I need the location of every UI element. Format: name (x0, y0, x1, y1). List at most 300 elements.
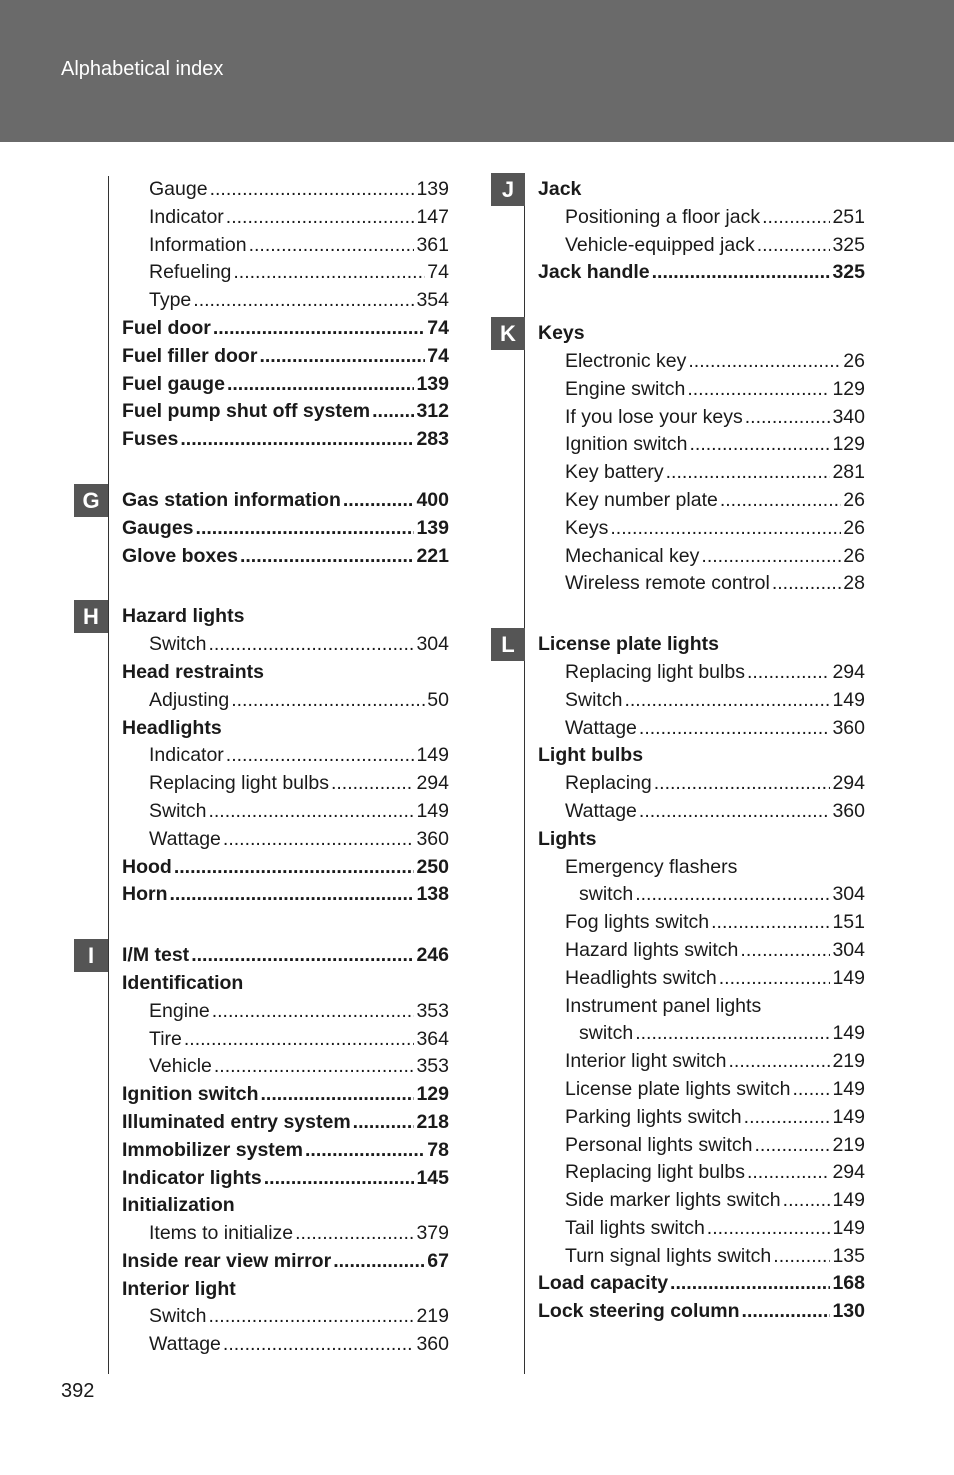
entry-page-number: 149 (832, 1189, 865, 1212)
entry-page-number: 360 (416, 827, 449, 850)
section-gap (538, 598, 865, 631)
index-entry (538, 404, 865, 432)
entry-label: Wattage (149, 827, 221, 850)
entry-label: License plate lights (538, 633, 719, 656)
index-entry (122, 854, 449, 882)
dot-leader (720, 487, 841, 515)
dot-leader (635, 881, 830, 909)
index-entry (538, 232, 865, 260)
index-entry (122, 1331, 449, 1359)
entry-label: Gauges (122, 516, 194, 539)
index-entry (538, 881, 865, 909)
entry-label: Fuses (122, 428, 179, 451)
entry-label: Hood (122, 855, 172, 878)
dot-leader (231, 687, 425, 715)
entry-page-number: 129 (416, 1083, 449, 1106)
entry-page-number: 353 (416, 1055, 449, 1078)
dot-leader (214, 1053, 415, 1081)
entry-label: Replacing light bulbs (565, 660, 745, 683)
index-entry (122, 398, 449, 426)
entry-label: Ignition switch (122, 1083, 259, 1106)
entry-label: Tail lights switch (565, 1216, 705, 1239)
index-entry (538, 715, 865, 743)
entry-label: Wattage (565, 716, 637, 739)
index-entry (122, 1192, 449, 1220)
entry-label: Inside rear view mirror (122, 1249, 332, 1272)
entry-label: Adjusting (149, 688, 230, 711)
entry-page-number: 325 (832, 233, 865, 256)
index-entry (538, 176, 865, 204)
dot-leader (747, 659, 831, 687)
entry-page-number: 251 (832, 205, 865, 228)
entry-label: Fog lights switch (565, 911, 710, 934)
entry-label: Switch (565, 688, 623, 711)
entry-page-number: 149 (832, 1216, 865, 1239)
dot-leader (773, 1243, 830, 1271)
dot-leader (719, 965, 831, 993)
entry-label: Replacing light bulbs (565, 1161, 745, 1184)
letter-tab-l: L (491, 628, 525, 661)
entry-page-number: 294 (832, 660, 865, 683)
entry-label: Type (149, 289, 192, 312)
index-entry (122, 204, 449, 232)
entry-label: Indicator (149, 744, 224, 767)
index-entry (122, 881, 449, 909)
index-entry (122, 1165, 449, 1193)
index-entry (538, 826, 865, 854)
index-entry (538, 431, 865, 459)
entry-label: Lock steering column (538, 1300, 740, 1323)
dot-leader (707, 1215, 831, 1243)
index-entry (538, 798, 865, 826)
entry-label: Vehicle (149, 1055, 212, 1078)
entry-label: Turn signal lights switch (565, 1244, 772, 1267)
entry-page-number: 147 (416, 205, 449, 228)
dot-leader (331, 770, 415, 798)
entry-page-number: 294 (416, 772, 449, 795)
dot-leader (226, 204, 415, 232)
index-entry (122, 515, 449, 543)
index-entry (538, 515, 865, 543)
dot-leader (343, 487, 415, 515)
index-entry (122, 1026, 449, 1054)
section-gap (538, 287, 865, 320)
dot-leader (226, 742, 415, 770)
dot-leader (210, 176, 415, 204)
entry-label: switch (579, 1022, 634, 1045)
dot-leader (227, 371, 415, 399)
entry-page-number: 26 (843, 544, 865, 567)
index-entry (538, 1270, 865, 1298)
dot-leader (711, 909, 830, 937)
index-entry (122, 259, 449, 287)
dot-leader (213, 315, 425, 343)
index-entry (122, 1053, 449, 1081)
entry-page-number: 139 (416, 372, 449, 395)
entry-page-number: 219 (832, 1050, 865, 1073)
entry-label: Lights (538, 827, 597, 850)
dot-leader (223, 1331, 415, 1359)
section-gap (122, 570, 449, 603)
index-entry (122, 232, 449, 260)
index-entry (122, 1276, 449, 1304)
entry-label: Mechanical key (565, 544, 700, 567)
entry-label: License plate lights switch (565, 1077, 791, 1100)
index-entry (122, 287, 449, 315)
letter-tab-g: G (74, 484, 108, 517)
entry-label: Head restraints (122, 660, 264, 683)
section-gap (122, 909, 449, 942)
dot-leader (610, 515, 841, 543)
entry-label: Headlights (122, 716, 222, 739)
entry-page-number: 149 (416, 744, 449, 767)
dot-leader (372, 398, 414, 426)
entry-page-number: 246 (416, 944, 449, 967)
index-entry (122, 543, 449, 571)
entry-label: Replacing light bulbs (149, 772, 329, 795)
dot-leader (174, 854, 415, 882)
left-column-rule (108, 176, 109, 1374)
dot-leader (624, 687, 830, 715)
dot-leader (792, 1076, 830, 1104)
index-entry (122, 659, 449, 687)
dot-leader (353, 1109, 415, 1137)
entry-page-number: 304 (832, 883, 865, 906)
entry-page-number: 149 (832, 688, 865, 711)
index-entry (538, 937, 865, 965)
index-entry (122, 1248, 449, 1276)
dot-leader (772, 570, 841, 598)
index-entry (122, 770, 449, 798)
index-entry (122, 631, 449, 659)
entry-label: Electronic key (565, 349, 687, 372)
entry-page-number: 250 (416, 855, 449, 878)
entry-page-number: 360 (832, 716, 865, 739)
entry-page-number: 129 (832, 433, 865, 456)
dot-leader (654, 770, 831, 798)
entry-page-number: 379 (416, 1222, 449, 1245)
entry-page-number: 139 (416, 178, 449, 200)
dot-leader (208, 798, 414, 826)
entry-page-number: 283 (416, 428, 449, 451)
index-entry (538, 259, 865, 287)
entry-page-number: 312 (416, 400, 449, 423)
entry-label: Fuel filler door (122, 344, 258, 367)
dot-leader (701, 543, 841, 571)
index-entry (538, 770, 865, 798)
index-entry (122, 942, 449, 970)
index-column-left (122, 176, 449, 1359)
index-entry (538, 570, 865, 598)
index-entry (122, 1137, 449, 1165)
dot-leader (762, 204, 830, 232)
dot-leader (783, 1187, 831, 1215)
entry-label: Hazard lights (122, 605, 245, 628)
index-entry (538, 1104, 865, 1132)
entry-label: Immobilizer system (122, 1138, 303, 1161)
dot-leader (635, 1020, 830, 1048)
index-entry (122, 1303, 449, 1331)
entry-label: Indicator lights (122, 1166, 262, 1189)
entry-page-number: 139 (416, 516, 449, 539)
entry-label: Fuel gauge (122, 372, 225, 395)
entry-label: If you lose your keys (565, 405, 743, 428)
entry-page-number: 151 (832, 911, 865, 934)
entry-label: Illuminated entry system (122, 1110, 351, 1133)
index-entry (538, 543, 865, 571)
entry-label: Replacing (565, 772, 652, 795)
entry-label: Interior light (122, 1277, 236, 1300)
entry-label: switch (579, 883, 634, 906)
dot-leader (261, 1081, 415, 1109)
entry-page-number: 26 (843, 349, 865, 372)
entry-page-number: 28 (843, 572, 865, 595)
index-column-right (538, 176, 865, 1326)
entry-label: Switch (149, 1305, 207, 1328)
entry-page-number: 400 (416, 488, 449, 511)
index-entry (538, 1076, 865, 1104)
index-entry (122, 343, 449, 371)
dot-leader (249, 232, 415, 260)
entry-label: Indicator (149, 205, 224, 228)
index-entry (122, 798, 449, 826)
dot-leader (745, 404, 831, 432)
index-entry (538, 320, 865, 348)
dot-leader (740, 937, 830, 965)
header-bar (0, 0, 954, 142)
entry-page-number: 354 (416, 289, 449, 312)
entry-label: Personal lights switch (565, 1133, 753, 1156)
dot-leader (688, 348, 841, 376)
index-entry (122, 998, 449, 1026)
dot-leader (193, 287, 414, 315)
index-entry (538, 993, 865, 1021)
entry-page-number: 135 (832, 1244, 865, 1267)
entry-page-number: 364 (416, 1027, 449, 1050)
entry-page-number: 294 (832, 772, 865, 795)
dot-leader (742, 1298, 831, 1326)
entry-label: Gauge (149, 178, 208, 200)
entry-label: Key battery (565, 461, 664, 484)
entry-page-number: 360 (416, 1333, 449, 1356)
entry-label: Items to initialize (149, 1222, 294, 1245)
entry-label: Light bulbs (538, 744, 644, 767)
entry-page-number: 67 (427, 1249, 449, 1272)
index-entry (122, 687, 449, 715)
index-entry (122, 176, 449, 204)
entry-page-number: 340 (832, 405, 865, 428)
index-entry (122, 371, 449, 399)
entry-page-number: 130 (832, 1300, 865, 1323)
dot-leader (689, 431, 830, 459)
dot-leader (639, 715, 831, 743)
dot-leader (728, 1048, 830, 1076)
entry-page-number: 281 (832, 461, 865, 484)
index-entry (538, 1187, 865, 1215)
entry-page-number: 360 (832, 799, 865, 822)
index-entry (538, 965, 865, 993)
entry-label: Switch (149, 633, 207, 656)
index-entry (538, 1159, 865, 1187)
index-entry (122, 1081, 449, 1109)
index-entry (122, 715, 449, 743)
dot-leader (264, 1165, 415, 1193)
entry-page-number: 353 (416, 999, 449, 1022)
entry-label: Keys (565, 516, 609, 539)
index-entry (538, 659, 865, 687)
letter-tab-h: H (74, 600, 108, 633)
dot-leader (670, 1270, 830, 1298)
entry-page-number: 294 (832, 1161, 865, 1184)
dot-leader (295, 1220, 414, 1248)
entry-page-number: 26 (843, 516, 865, 539)
index-entry (538, 376, 865, 404)
entry-label: Tire (149, 1027, 182, 1050)
entry-label: Gas station information (122, 488, 341, 511)
index-entry (122, 315, 449, 343)
index-entry (538, 1298, 865, 1326)
dot-leader (212, 998, 415, 1026)
dot-leader (757, 232, 831, 260)
dot-leader (666, 459, 831, 487)
index-entry (122, 603, 449, 631)
section-gap (122, 454, 449, 487)
dot-leader (747, 1159, 831, 1187)
entry-page-number: 218 (416, 1110, 449, 1133)
index-entry (538, 854, 865, 882)
index-entry (538, 459, 865, 487)
dot-leader (184, 1026, 415, 1054)
entry-label: Keys (538, 322, 585, 345)
entry-page-number: 219 (416, 1305, 449, 1328)
entry-label: Fuel pump shut off system (122, 400, 371, 423)
dot-leader (639, 798, 831, 826)
entry-page-number: 221 (416, 544, 449, 567)
index-entry (538, 1048, 865, 1076)
entry-label: Information (149, 233, 247, 256)
letter-tab-k: K (491, 317, 525, 350)
dot-leader (208, 631, 414, 659)
entry-label: Wireless remote control (565, 572, 770, 595)
index-entry (122, 487, 449, 515)
entry-label: Wattage (149, 1333, 221, 1356)
entry-page-number: 149 (832, 1077, 865, 1100)
entry-page-number: 78 (427, 1138, 449, 1161)
dot-leader (687, 376, 830, 404)
entry-label: Fuel door (122, 316, 211, 339)
entry-label: Key number plate (565, 488, 718, 511)
dot-leader (333, 1248, 425, 1276)
entry-label: I/M test (122, 944, 190, 967)
entry-label: Identification (122, 971, 244, 994)
entry-label: Glove boxes (122, 544, 238, 567)
entry-label: Engine (149, 999, 210, 1022)
entry-label: Side marker lights switch (565, 1189, 781, 1212)
index-entry (538, 1132, 865, 1160)
index-entry (122, 1220, 449, 1248)
dot-leader (170, 881, 415, 909)
dot-leader (744, 1104, 831, 1132)
entry-page-number: 149 (832, 1022, 865, 1045)
index-entry (122, 826, 449, 854)
entry-label: Hazard lights switch (565, 938, 739, 961)
index-entry (538, 348, 865, 376)
index-entry (538, 487, 865, 515)
entry-label: Horn (122, 883, 168, 906)
entry-label: Jack handle (538, 261, 650, 284)
dot-leader (259, 343, 425, 371)
index-entry (122, 1109, 449, 1137)
entry-page-number: 325 (832, 261, 865, 284)
entry-page-number: 219 (832, 1133, 865, 1156)
entry-label: Emergency flashers (565, 855, 738, 878)
entry-page-number: 361 (416, 233, 449, 256)
dot-leader (652, 259, 831, 287)
dot-leader (755, 1132, 831, 1160)
index-entry (538, 1215, 865, 1243)
entry-page-number: 138 (416, 883, 449, 906)
dot-leader (196, 515, 415, 543)
entry-page-number: 74 (427, 316, 449, 339)
entry-label: Interior light switch (565, 1050, 727, 1073)
index-entry (538, 631, 865, 659)
dot-leader (208, 1303, 414, 1331)
entry-label: Positioning a floor jack (565, 205, 761, 228)
index-entry (538, 687, 865, 715)
dot-leader (240, 543, 414, 571)
entry-page-number: 168 (832, 1272, 865, 1295)
entry-label: Instrument panel lights (565, 994, 762, 1017)
dot-leader (223, 826, 415, 854)
dot-leader (233, 259, 425, 287)
entry-page-number: 145 (416, 1166, 449, 1189)
dot-leader (191, 942, 414, 970)
right-column-rule (524, 176, 525, 1374)
entry-page-number: 149 (832, 1105, 865, 1128)
entry-page-number: 50 (427, 688, 449, 711)
entry-label: Load capacity (538, 1272, 669, 1295)
page-number: 392 (61, 1380, 95, 1402)
entry-label: Ignition switch (565, 433, 688, 456)
entry-page-number: 74 (427, 344, 449, 367)
entry-page-number: 149 (832, 966, 865, 989)
entry-label: Vehicle-equipped jack (565, 233, 755, 256)
index-entry (538, 909, 865, 937)
index-entry (538, 742, 865, 770)
letter-tab-j: J (491, 173, 525, 206)
index-entry (538, 1243, 865, 1271)
entry-page-number: 74 (427, 261, 449, 284)
entry-label: Refueling (149, 261, 232, 284)
entry-page-number: 304 (416, 633, 449, 656)
index-entry (122, 970, 449, 998)
entry-page-number: 26 (843, 488, 865, 511)
entry-page-number: 149 (416, 799, 449, 822)
index-entry (538, 204, 865, 232)
index-entry (122, 742, 449, 770)
entry-label: Initialization (122, 1194, 235, 1217)
entry-page-number: 129 (832, 377, 865, 400)
entry-label: Parking lights switch (565, 1105, 742, 1128)
entry-label: Switch (149, 799, 207, 822)
index-entry (122, 426, 449, 454)
dot-leader (305, 1137, 425, 1165)
entry-label: Wattage (565, 799, 637, 822)
entry-label: Jack (538, 178, 582, 200)
entry-label: Engine switch (565, 377, 686, 400)
page-section-title: Alphabetical index (61, 58, 224, 80)
index-entry (538, 1020, 865, 1048)
